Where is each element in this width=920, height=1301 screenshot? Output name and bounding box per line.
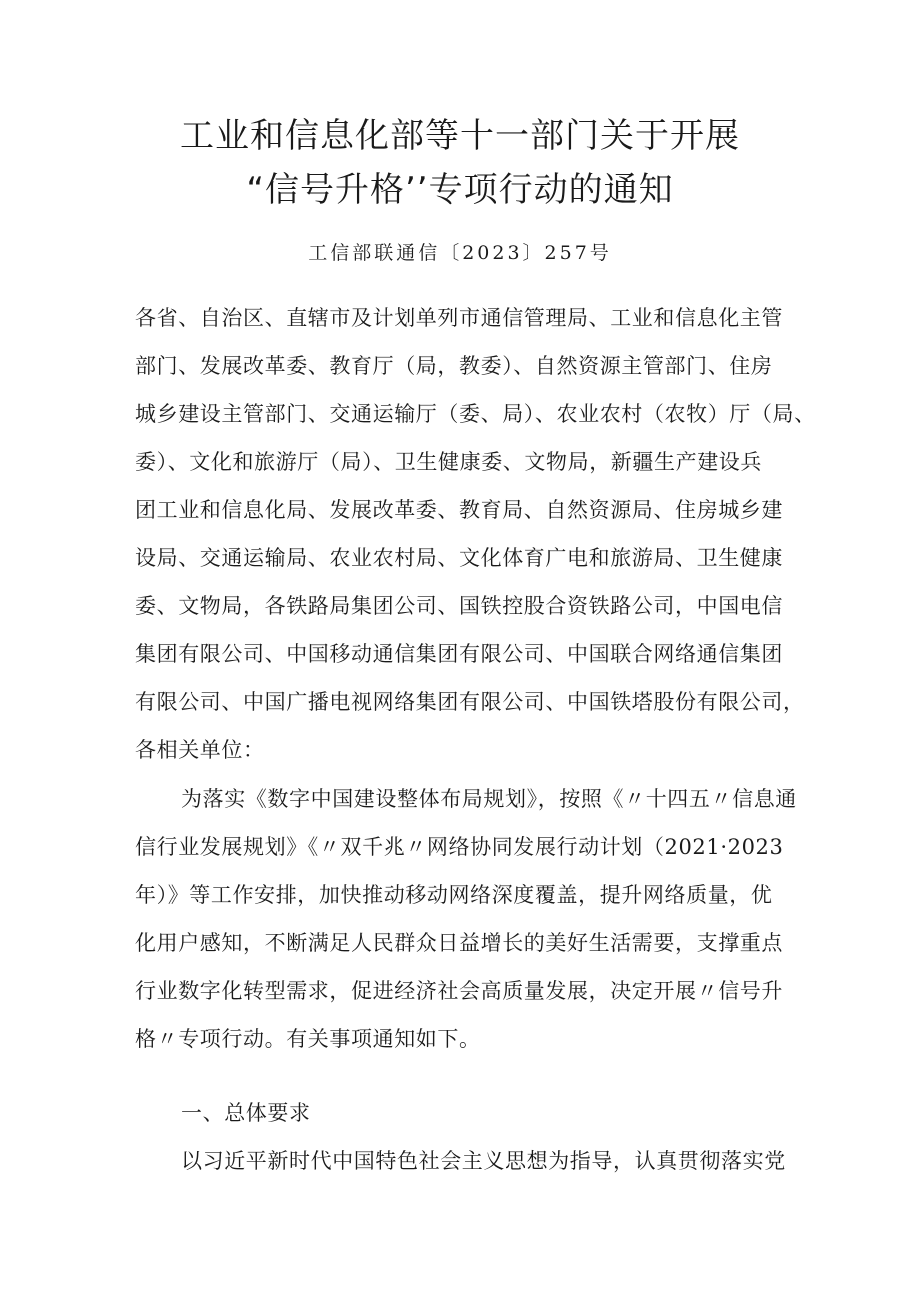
addressee-line: 设局、交通运输局、农业农村局、文化体育广电和旅游局、卫生健康 bbox=[135, 546, 783, 570]
addressee-line: 各省、自治区、直辖市及计划单列市通信管理局、工业和信息化主管 bbox=[135, 306, 783, 330]
section-paragraph-line: 以习近平新时代中国特色社会主义思想为指导，认真贯彻落实党 bbox=[181, 1149, 786, 1173]
document-title-line-2: “信号升格’’专项行动的通知 bbox=[246, 170, 674, 210]
addressee-line: 各相关单位： bbox=[135, 738, 265, 762]
addressee-line: 集团有限公司、中国移动通信集团有限公司、中国联合网络通信集团 bbox=[135, 642, 783, 666]
intro-paragraph-line: 行业数字化转型需求，促进经济社会高质量发展，决定开展〃信号升 bbox=[135, 979, 783, 1003]
addressee-line: 团工业和信息化局、发展改革委、教育局、自然资源局、住房城乡建 bbox=[135, 498, 783, 522]
document-number: 工信部联通信〔2023〕257号 bbox=[308, 242, 612, 264]
addressee-line: 城乡建设主管部门、交通运输厅（委、局）、农业农村（农牧）厅（局、 bbox=[135, 402, 816, 426]
intro-paragraph-line: 信行业发展规划》《〃双千兆〃网络协同发展行动计划（2021·2023 bbox=[135, 835, 784, 859]
intro-paragraph-line: 年）》等工作安排，加快推动移动网络深度覆盖，提升网络质量，优 bbox=[135, 883, 773, 907]
section-heading: 一、总体要求 bbox=[181, 1101, 311, 1125]
addressee-line: 委）、文化和旅游厅（局）、卫生健康委、文物局，新疆生产建设兵 bbox=[135, 450, 762, 474]
addressee-line: 委、文物局，各铁路局集团公司、国铁控股合资铁路公司，中国电信 bbox=[135, 594, 783, 618]
intro-paragraph-line: 格〃专项行动。有关事项通知如下。 bbox=[135, 1027, 481, 1051]
addressee-line: 部门、发展改革委、教育厅（局，教委）、自然资源主管部门、住房 bbox=[135, 354, 773, 378]
addressee-line: 有限公司、中国广播电视网络集团有限公司、中国铁塔股份有限公司， bbox=[135, 690, 805, 714]
intro-paragraph-line: 为落实《数字中国建设整体布局规划》，按照《〃十四五〃信息通 bbox=[181, 787, 797, 811]
intro-paragraph-line: 化用户感知，不断满足人民群众日益增长的美好生活需要，支撑重点 bbox=[135, 931, 783, 955]
document-title-line-1: 工业和信息化部等十一部门关于开展 bbox=[180, 116, 740, 156]
